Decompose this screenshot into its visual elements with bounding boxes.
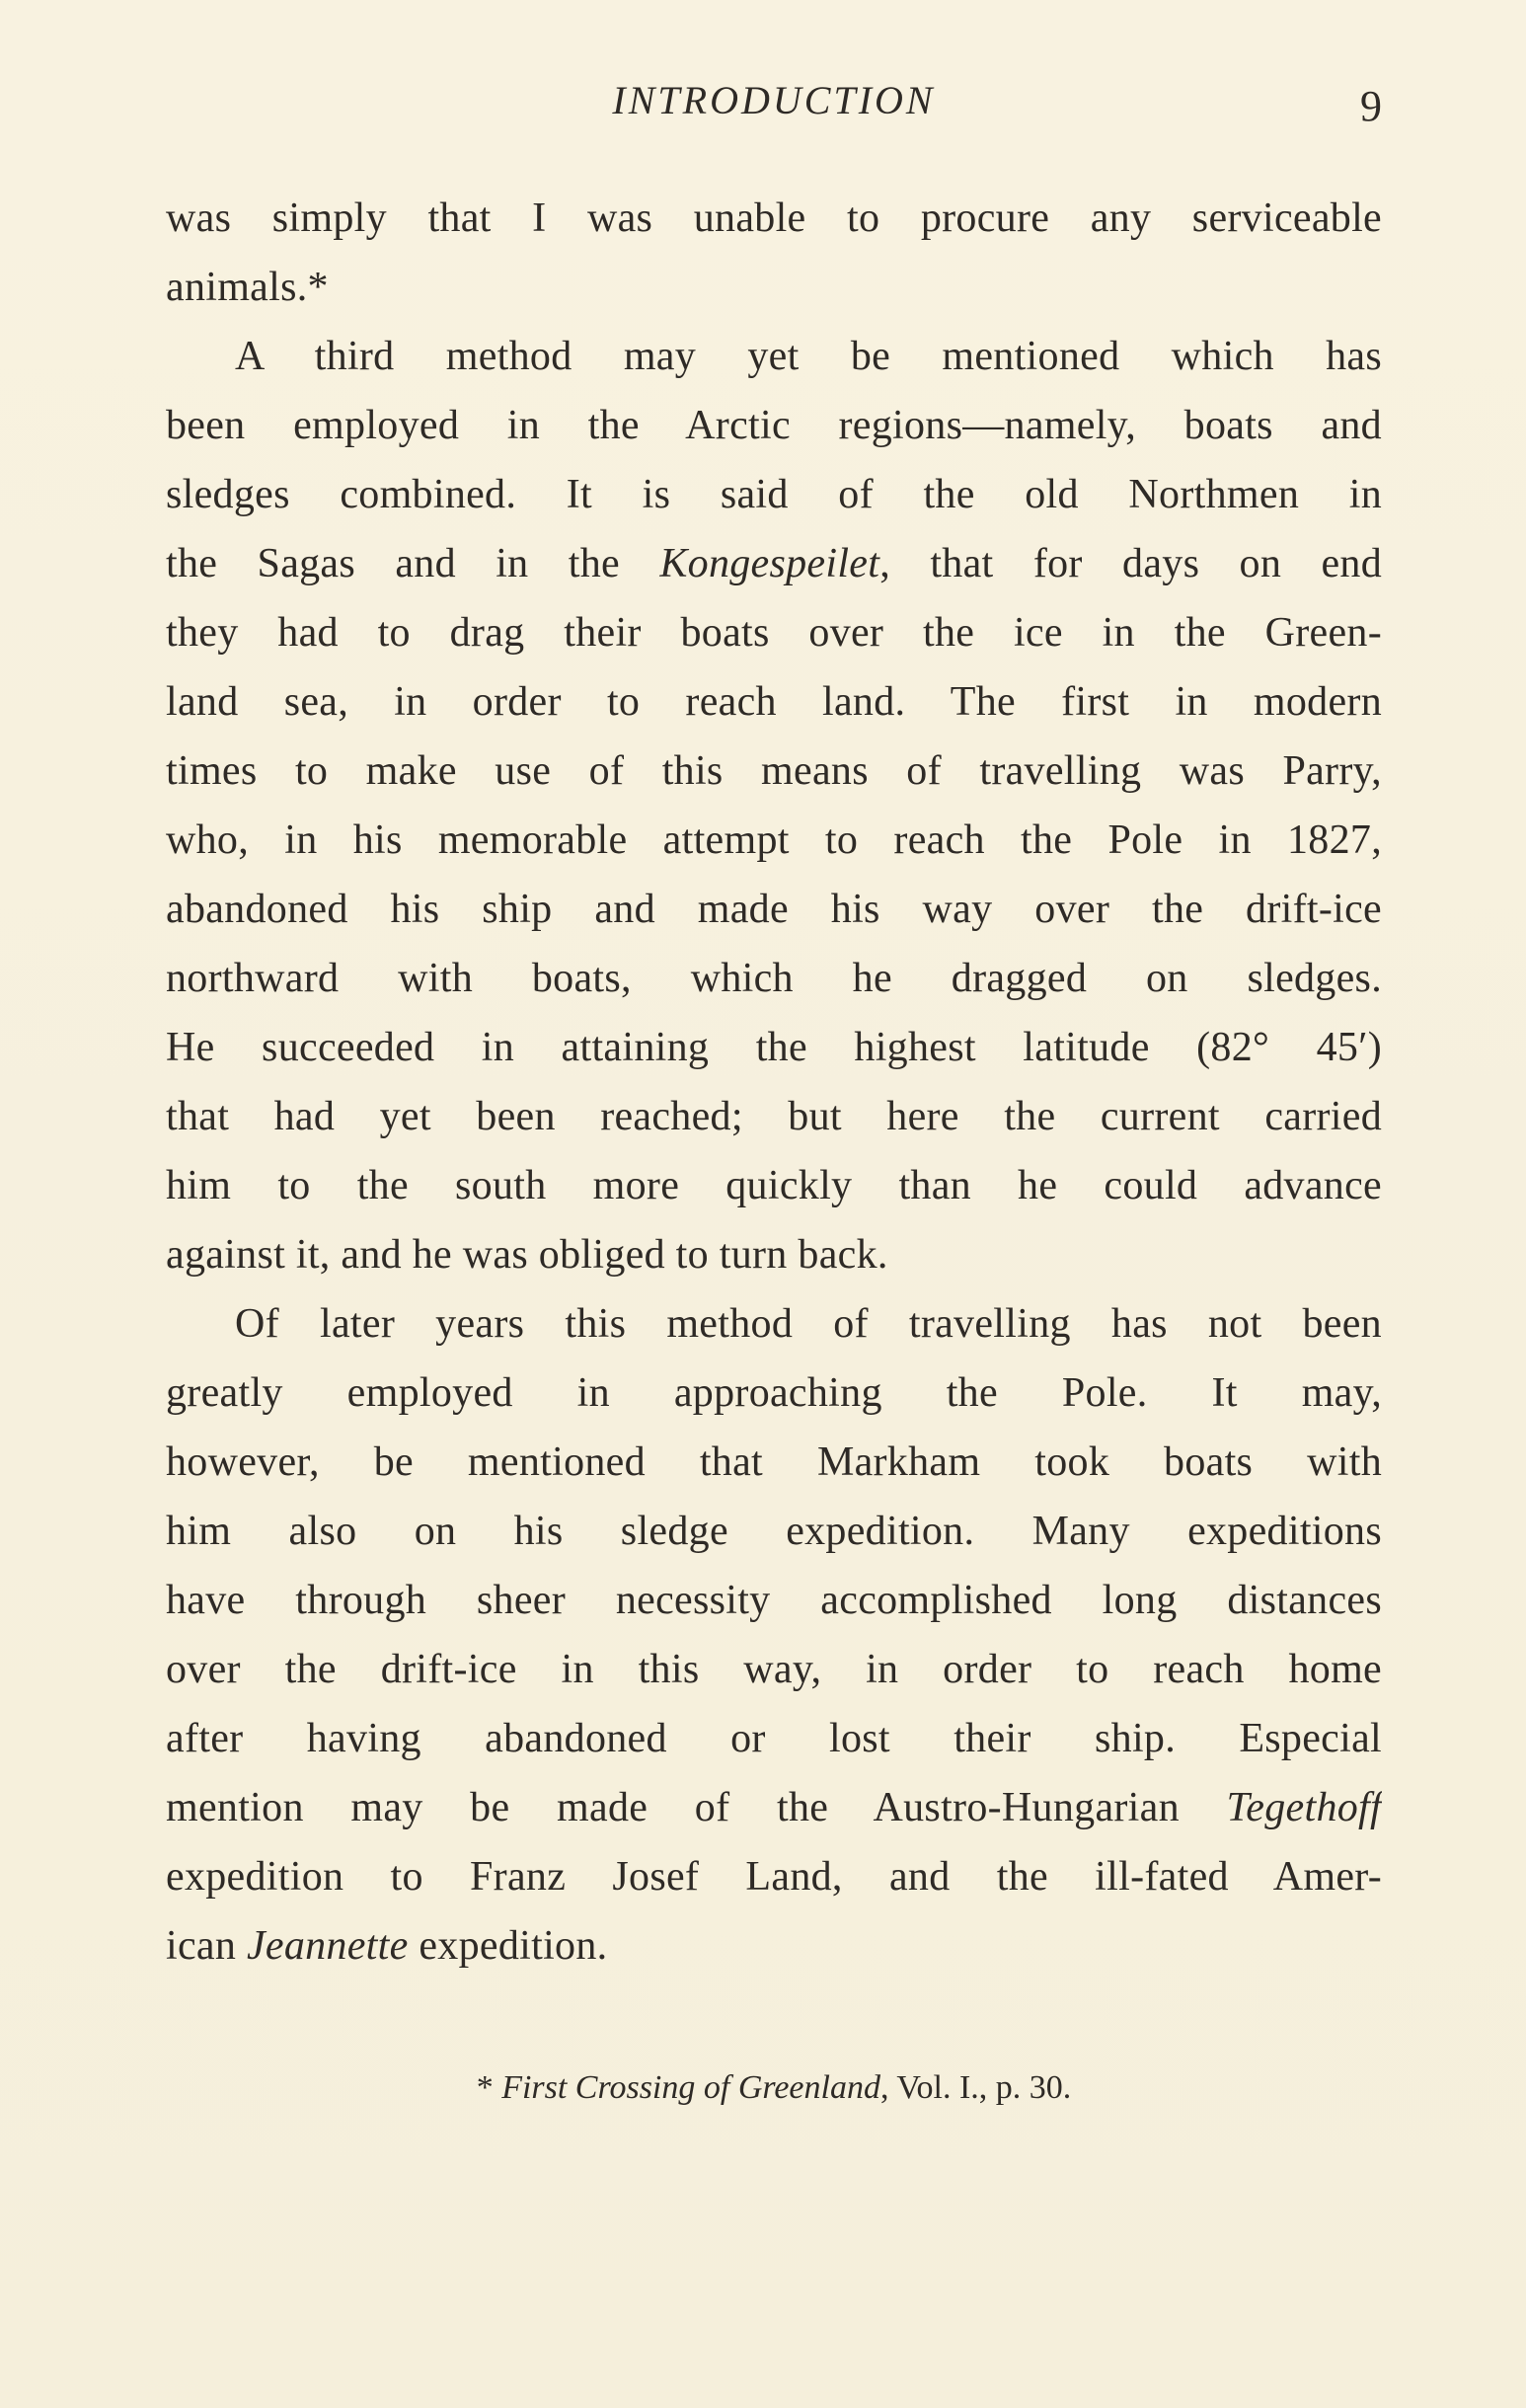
text-line: him also on his sledge expedition. Many expeditions [166, 1509, 1382, 1554]
text-line: animals.* [166, 265, 329, 310]
text-line: they had to drag their boats over the ice in the Green- [166, 610, 1382, 656]
text-line: however, be mentioned that Markham took boats with [166, 1439, 1382, 1485]
text-line: times to make use of this means of travelling was Parry, [166, 748, 1382, 794]
text-line: expedition to Franz Josef Land, and the ill-fated Amer- [166, 1854, 1382, 1900]
text-line: after having abandoned or lost their ship. Especial [166, 1716, 1382, 1761]
text-line [166, 1773, 1382, 1842]
text-line [166, 1911, 1382, 1981]
text-line: A third method may yet be mentioned which has [235, 334, 1382, 379]
text-line: who, in his memorable attempt to reach the Pole in 1827, [166, 817, 1382, 863]
footnote-reference: , Vol. I., p. 30. [879, 2069, 1072, 2106]
text-line: that had yet been reached; but here the current carried [166, 1094, 1382, 1139]
text-line [166, 529, 1382, 598]
italic-title: Jeannette [246, 1923, 409, 1969]
running-head: INTRODUCTION [612, 78, 936, 122]
text-segment: expedition. [408, 1923, 608, 1969]
text-line: sledges combined. It is said of the old Northmen in [166, 472, 1382, 517]
footnote [166, 2063, 1382, 2113]
text-line: against it, and he was obliged to turn back. [166, 1232, 888, 1278]
text-line: land sea, in order to reach land. The first in modern [166, 679, 1382, 725]
text-line: abandoned his ship and made his way over the drift-ice [166, 887, 1382, 932]
text-line: him to the south more quickly than he could advance [166, 1163, 1382, 1208]
text-line: have through sheer necessity accomplished long distances [166, 1578, 1382, 1623]
text-line: He succeeded in attaining the highest latitude (82° 45′) [166, 1025, 1382, 1070]
page-header [166, 71, 1382, 130]
text-line: was simply that I was unable to procure any serviceable [166, 195, 1382, 241]
text-segment: mention may be made of the Austro-Hungarian [166, 1785, 1227, 1830]
text-line: Of later years this method of travelling has not been [235, 1301, 1382, 1347]
footnote-title: First Crossing of Greenland [501, 2069, 880, 2106]
text-segment: , that for days on end [879, 541, 1382, 586]
italic-title: Tegethoff [1226, 1785, 1382, 1830]
italic-title: Kongespeilet [659, 541, 880, 586]
text-line: over the drift-ice in this way, in order to reach home [166, 1647, 1382, 1692]
footnote-marker: * [476, 2069, 502, 2106]
text-line: northward with boats, which he dragged on sledges. [166, 956, 1382, 1001]
text-segment: ican [166, 1923, 247, 1969]
page-number: 9 [1360, 82, 1382, 130]
text-line: been employed in the Arctic regions—namely, boats and [166, 403, 1382, 448]
body-text [166, 184, 1382, 1981]
text-line: greatly employed in approaching the Pole. It may, [166, 1370, 1382, 1416]
text-segment: the Sagas and in the [166, 541, 660, 586]
